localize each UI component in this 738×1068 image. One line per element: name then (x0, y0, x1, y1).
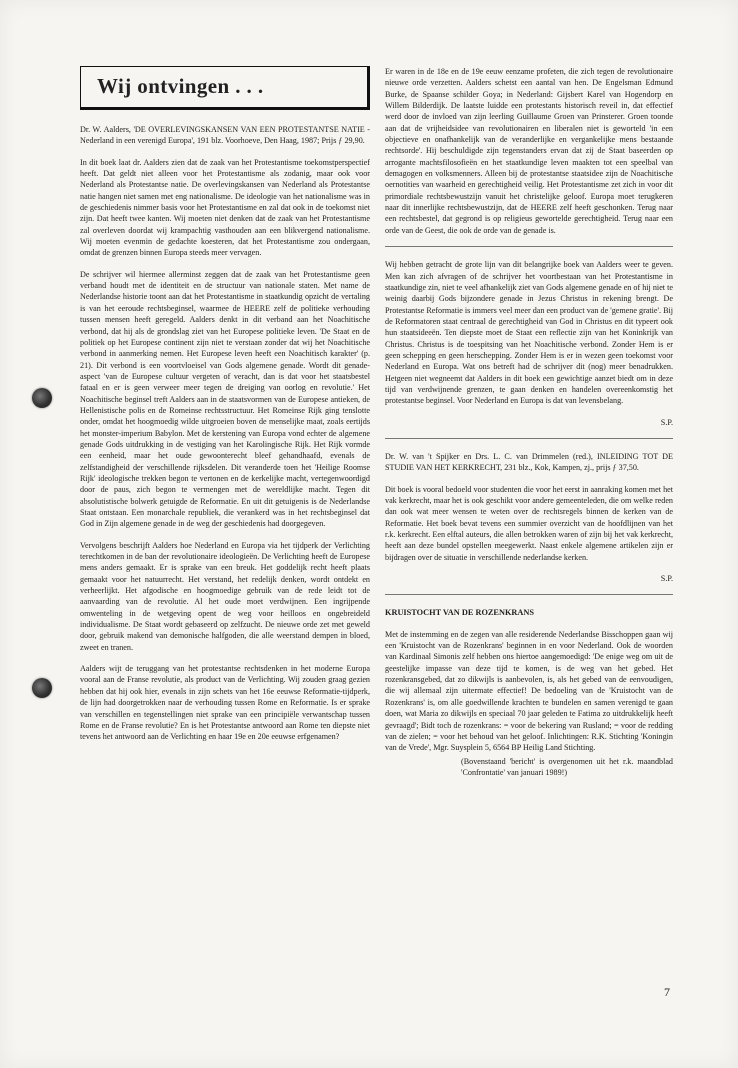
binder-hole-icon (32, 388, 52, 408)
book-reference: Dr. W. Aalders, 'DE OVERLEVINGSKANSEN VAN EEN PROTESTANTSE NATIE - Nederland in een verenigd Europa', 191 blz. Voorhoeve, Den Haag, 1987; Prijs ƒ 29,90. (80, 125, 370, 146)
paragraph: Met de instemming en de zegen van alle residerende Nederlandse Bisschoppen gaan wij een 'Kruistocht van de Rozenkrans' beginnen in en voor Nederland. Ook de woorden van Kardinaal Simonis zelf hebben ons hiertoe aangemoedigd: 'De enige weg om uit de geestelijke impasse van deze tijd te komen, is de weg van het gebed. Het rozenkransgebed, dat zo dikwijls is aanbevolen, is, als het gebed van de eenvoudigen, die wij allemaal zijn uitermate effectief! De bedoeling van de 'Kruistocht van de Rozenkrans' is, om alle goedwillende krachten te bundelen en samen verenigd te gaan doen, wat Maria zo dikwijls en speciaal 70 jaar geleden te Fatima zo uitdrukkelijk heeft gevraagd'; Bidt toch de rozenkrans: = voor de bekering van Rusland; = voor de redding van de zielen; = voor het behoud van het geloof. Inlichtingen: R.K. Stichting 'Koningin van de Vrede', Mgr. Suysplein 5, 6564 BP Heilig Land Stichting. (385, 629, 673, 753)
divider (385, 438, 673, 439)
binder-hole-icon (32, 678, 52, 698)
paragraph: De schrijver wil hiermee allerminst zeggen dat de zaak van het Protestantisme geen verband houdt met de identiteit en de structuur van nationale staten. Met name de Nederlandse historie toont aan dat het Protestantisme in staatkundig opzicht de vertaling is van het eeroude rechtsbeginsel, waarmee de HEERE zelf de politieke verhouding tussen mensen heeft geregeld. Aalders denkt in dit verband aan het Noachitische verbond, dat hij als de grondslag ziet van het Europese politieke leven. 'De Staat en de politiek op het Europese continent zijn niet te verstaan zonder dat wij het Noachitische verbond in aanmerking nemen. Het Europese leven heeft een Noachitisch karakter' (p. 21). Dit verbond is een voortvloeisel van Gods algemene genade. Wordt dit genade-aspect 'van de Europese cultuur vergeten of veracht, dan is dat voor het staatsbestel fataal en er is geen verweer meer tegen de dreiging van oorlog en revolutie.' Het Noachitische beginsel treft Aalders aan in de staatsvormen van de Europese antieken, de Hellenistische polis en de Romeinse rechtsstructuur. Het Romeinse Rijk ging tenslotte onder, omdat het hoogmoedig wilde uitgroeien boven de menselijke maat, zoals eertijds het monster-imperium Babylon. Met de kerstening van Europa vond echter de algemene genade Gods uitdrukking in de vestiging van het Karolingische Rijk. Het Rijk vormde een eenheid, maar het oude gewoonterecht bleef gehandhaafd, evenals de zelfstandigheid der verschillende rijksdelen. Dit veranderde toen het 'Heilige Roomse Rijk' ideologische trekken begon te vertonen en de kerkelijke macht, vertegenwoordigd door de paus, zich begon te vermengen met de wereldlijke macht. Tegen dit absolutistische bolwerk getuigde de Reformatie. En uit dit getuigenis is de Nederlandse Staat ontstaan. Een monarchale republiek, die verankerd was in het rechtsbeginsel dat God in Zijn algemene genade in de weg der geschiedenis had doorgegeven. (80, 269, 370, 529)
paragraph: Aalders wijt de teruggang van het protestantse rechtsdenken in het moderne Europa vooral aan de Franse revolutie, als product van de Verlichting. Wij zouden graag gezien hebben dat hij ook hier, evenals in zijn schets van het 16e eeuwse Reformatie-tijdperk, de lijn had doorgetrokken naar de verhouding tussen Rome en Reformatie. Is er sprake van verschillen en tegenstellingen niet sprake van een principiële verwantschap tussen Rome en de Franse revolutie? En is het Protestantse antwoord aan Rome ten diepste niet tevens het antwoord aan de Verlichting en haar 19e en 20e eeuwse erfgenamen? (80, 664, 370, 742)
signature: S.P. (660, 417, 673, 427)
title-box (80, 66, 370, 110)
paragraph: Vervolgens beschrijft Aalders hoe Nederland en Europa via het tijdperk der Verlichting terechtkomen in de ban der revolutionaire ideologieën. De Verlichting heeft de Europese mens anders gemaakt. Er is sprake van een breuk. Het goddelijk recht heeft plaats gemaakt voor het natuurrecht. Het verstand, het redelijk denken, wordt ontdekt en verheerlijkt. Het afgodische en hoogmoedige gebruik van de rede leidt tot de aanvaarding van de revolutie. Al het oude moet verdwijnen. Een ingrijpende omwenteling in de wetgeving opent de weg voor heilloos en ongebreideld individualisme. De Staat wordt gebaseerd op zelfzucht. De nieuwe orde zet met geweld door, gebruik makend van demonische halfgoden, die alle weerstand dempen in bloed, zweet en tranen. (80, 540, 370, 652)
page-number: 7 (664, 985, 670, 999)
right-column (385, 66, 673, 788)
section-heading: KRUISTOCHT VAN DE ROZENKRANS (385, 608, 534, 618)
book-reference: Dr. W. van 't Spijker en Drs. L. C. van Drimmelen (red.), INLEIDING TOT DE STUDIE VAN HET KERKRECHT, 231 blz., Kok, Kampen, zj., prijs ƒ 37,50. (385, 451, 673, 473)
paragraph: Er waren in de 18e en de 19e eeuw eenzame profeten, die zich tegen de revolutionaire nieuwe orde verzetten. Aalders schetst een aantal van hen. De Engelsman Edmund Burke, de Spaanse schilder Goya; in Nederland: Gijsbert Karel van Hogendorp en Willem Bilderdijk. De laatste luidde een protestants historisch reveil in, dat effectief werd door de invloed van zijn leerling Guillaume Groen van Prinsterer. Groen toonde aan dat de vrijheidsidee van revolutionairen en liberalen niet is geworteld 'in een objectieve en onafhankelijk van de veranderlijke en vergankelijke mens bestaande rechtsorde'. Hij beschuldigde zijn tegenstanders ervan dat zij de Staat baseerden op arrogante machtsfilosofieën en het staatkundige leven maakten tot een speelbal van demagogen en volksmenners. Alleen bij de protestantse staatsidee zijn de Noachitische oernotities van waarheid en gerechtigheid veilig. Het Protestantisme zet zich in voor dit primordiale rechtsbewustzijn vanuit het christelijke geloof. Europa moet terugkeren naar dit innerlijke rechtsbewustzijn, dat de HEERE zelf heeft geschonken. Terug naar een rechtsbestel, dat gegrond is op religieus gewortelde gerechtigheid. Terug naar een orde van de Geest, die ook de orde van de genade is. (385, 67, 673, 235)
divider (385, 246, 673, 247)
paragraph: In dit boek laat dr. Aalders zien dat de zaak van het Protestantisme toekomstperspectief heeft. Dat geldt niet alleen voor het Protestantisme als zodanig, maar ook voor Nederland als Protestantse natie. De overlevingskansen van Nederland als Protestantse natie hangen niet samen met eng nationalisme. De ideologie van het nationalisme was in de geschiedenis nimmer basis voor het Protestantisme en zal dat ook in de toekomst niet zijn. Dat heeft twee kanten. Wij moeten niet denken dat de zaak van het Protestantisme zal overleven doordat wij krampachtig vasthouden aan een blikvergend nationalisme. Wij moeten evenmin de gedachte koesteren, dat het Protestantisme zou ondergaan, omdat de grenzen binnen Europa steeds meer vervagen. (80, 157, 370, 258)
paragraph: Dit boek is vooral bedoeld voor studenten die voor het eerst in aanraking komen met het vak kerkrecht, maar het is ook geschikt voor andere gemeenteleden, die om welke reden dan ook wat meer wensen te weten over de rechtsregels binnen de kerken van de Reformatie. Het boek bevat tevens een summier overzicht van de hoofdlijnen van het r.k. kerkrecht. Een elftal auteurs, die allen betrokken waren of zijn bij het vak kerkrecht, heeft aan deze bundel opstellen meegewerkt. Naast enkele algemene artikelen zijn er bijdragen over de situatie in verschillende nederlandse kerken. (385, 484, 673, 562)
page-title: Wij ontvingen . . . (97, 74, 264, 99)
editor-note: (Bovenstaand 'bericht' is overgenomen uit het r.k. maandblad 'Confrontatie' van januari 1989!) (461, 756, 673, 777)
paragraph: Wij hebben getracht de grote lijn van dit belangrijke boek van Aalders weer te geven. Men kan zich afvragen of de schrijver het voortbestaan van het Protestantisme in staatkundige zin, niet te veel afhankelijk ziet van Gods algemene genade en of hij niet te weinig daarbij Gods bijzondere genade in Jezus Christus in rekening brengt. De Protestantse Reformatie is immers veel meer dan een product van de 'gemene gratie'. Bij de Reformatoren staat centraal de gerechtigheid van God in Christus en dit typeert ook hun staatsideeën. Ten diepste moet de Staat een reflectie zijn van het Koninkrijk van Christus. Christus is de toespitsing van het Noachitische verbond. Zonder Hem is er geen schepping en geen herschepping. Zonder Hem is er in wezen geen toekomst voor Nederland en Europa. Wat ons betreft had de schrijver dit (nog) meer benadrukken. Hetgeen niet wegneemt dat Aalders in dit boek een gewichtige aanzet biedt om in deze tijd van verdwijnende grenzen, te gaan denken en handelen overeenkomstig het protestantse beginsel. Voor Nederland en Europa is dat van levensbelang. (385, 260, 673, 406)
left-column (80, 66, 370, 753)
divider (385, 594, 673, 595)
signature: S.P. (660, 574, 673, 584)
